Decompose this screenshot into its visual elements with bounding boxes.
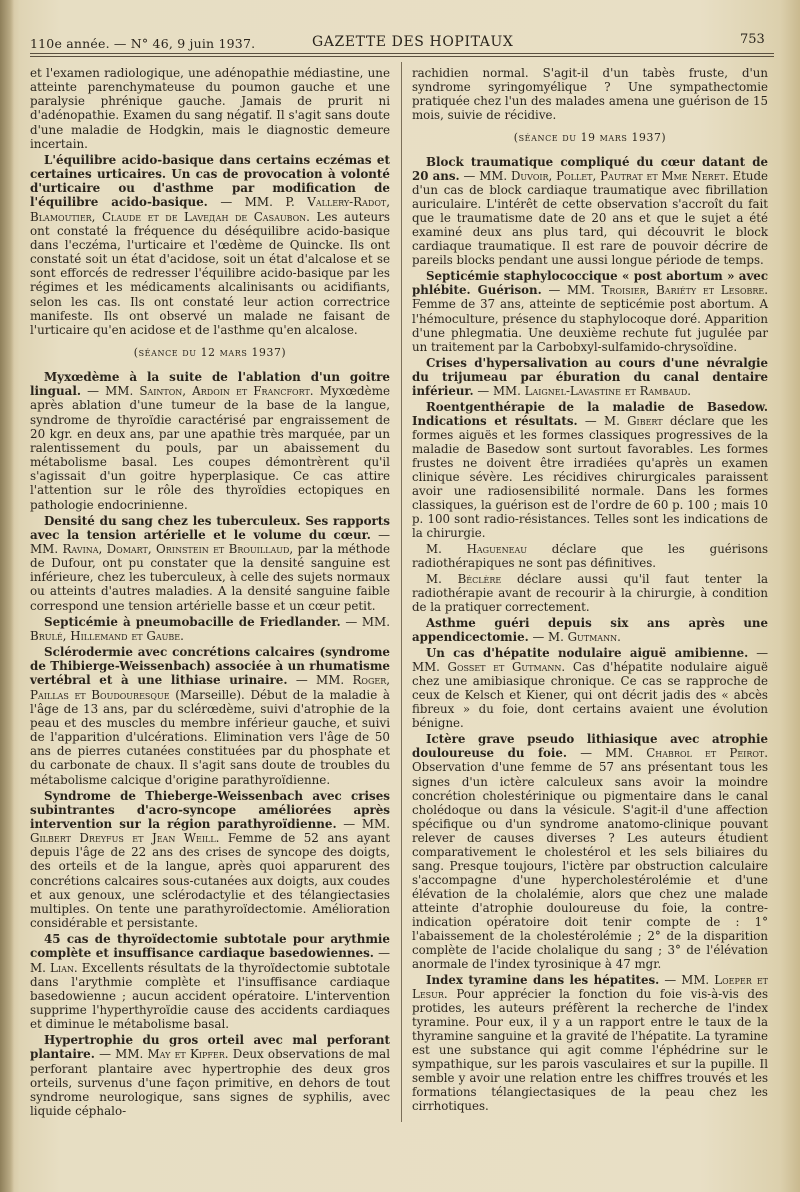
abstract-title: Crises d'hypersalivation au cours d'une névralgie du trijumeau par éburation du canal dentaire inférieur.: [412, 355, 768, 398]
paragraph: rachidien normal. S'agit-il d'un tabès fruste, d'un syndrome syringomyélique ? Une sympathectomie pratiquée chez l'un des malades amena une guérison de 15 mois, suivie de récidive.: [412, 66, 768, 123]
abstract: [412, 542, 768, 570]
abstract-authors: — MM. May et Kipfer.: [99, 1047, 229, 1062]
abstract: [30, 615, 390, 643]
abstract-authors: M. Hagueneau: [426, 542, 528, 556]
abstract: [30, 932, 390, 1031]
abstract-authors: — MM. Sainton, Ardoin et Francfort.: [87, 384, 314, 399]
journal-title: GAZETTE DES HOPITAUX: [312, 34, 514, 50]
abstract-title: Un cas d'hépatite nodulaire aiguë amibienne.: [426, 646, 749, 661]
abstract-text: déclare que les guérisons radiothérapiques ne sont pas définitives.: [412, 542, 768, 571]
right-column: [412, 66, 768, 1115]
issue-info: 110e année. — N° 46, 9 juin 1937.: [30, 36, 256, 51]
page-header: [0, 22, 800, 52]
abstract-authors: — MM. Gosset et Gutmann.: [412, 646, 768, 675]
abstract-title: 45 cas de thyroïdectomie subtotale pour arythmie complète et insuffisance cardiaque basedowiennes.: [30, 932, 390, 961]
abstract-text: Pour apprécier la fonction du foie vis-à-vis des protides, les auteurs préfèrent la recherche de l'index tyramine. Pour eux, il y a un rapport entre le taux de la thyramine sanguine et la gravité de l'hépatite. La tyramine est une substance qui agit comme l'éphédrine sur le sympathique, sur les parois vasculaires et sur la pupille. Il semble y avoir une relation entre les chiffres trouvés et les formations télangiectasiques de la peau chez les cirrhotiques.: [412, 986, 768, 1114]
abstract-authors: — MM. Ravina, Domart, Orinstein et Brouillaud,: [30, 527, 391, 556]
abstract-authors: — M. Gutmann.: [532, 630, 621, 645]
abstract: [30, 789, 390, 931]
abstract: [30, 645, 390, 787]
abstract-title: Ictère grave pseudo lithiasique avec atrophie douloureuse du foie.: [412, 732, 768, 761]
abstract-authors: — MM. P. Vallery-Radot, Blamoutier, Claude et de Laveдан de Casaubon.: [30, 195, 391, 224]
abstract: [30, 514, 390, 613]
paragraph: et l'examen radiologique, une adénopathie médiastine, une atteinte parenchymateuse du poumon gauche et une paralysie phrénique gauche. Jamais de prurit ni d'adénopathie. Examen du sang négatif. Il s'agit sans doute d'une maladie de Hodgkin, mais le diagnostic demeure incertain.: [30, 66, 390, 151]
abstract-title: Septicémie staphylococcique « post abortum » avec phlébite. Guérison.: [412, 269, 768, 298]
abstract-text: Les auteurs ont constaté la fréquence du déséquilibre acido-basique dans l'eczéma, l'urticaire et l'œdème de Quincke. Ils ont constaté soit un état d'acidose, soit un état d'alcalose et se sont efforcés de redresser l'équilibre acido-basique par les régimes et les médicaments alcalinisants ou acidifiants, selon les cas. Ils ont constaté leur action correctrice manifeste. Ils ont observé un malade ne faisant de l'urticaire qu'en acidose et de l'asthme qu'en alcalose.: [30, 209, 391, 337]
abstract: [412, 973, 768, 1113]
abstract: [412, 616, 768, 644]
abstract: [412, 646, 768, 730]
abstract-title: L'équilibre acido-basique dans certains eczémas et certaines urticaires. Un cas de provocation à volonté d'urticaire ou d'asthme par modification de l'équilibre acido-basique.: [30, 152, 390, 210]
abstract-title: Asthme guéri depuis six ans après une appendicectomie.: [412, 616, 768, 645]
abstract-text: Myxœdème après ablation d'une tumeur de la base de la langue, syndrome de thyroïdie caractérisé par engraissement de 20 kgr. en deux ans, par une apathie très marquée, par un ralentissement du pouls, par un abaissement du métabolisme basal. Les coupes démontrèrent qu'il s'agissait d'un goitre hyperplasique. Ce cas attire l'attention sur le rôle des thyroïdies ectopiques en pathologie endocrinienne.: [30, 384, 391, 512]
abstract-authors: — MM. Brulé, Hillemand et Gaube.: [30, 614, 390, 643]
abstract-text: Femme de 37 ans, atteinte de septicémie post abortum. A l'hémoculture, présence du staphylocoque doré. Apparition d'une phlegmatia. Une deuxième rechute fut jugulée par un traitement par la Carbobxyl-sulfamido-chrysoïdine.: [412, 297, 768, 354]
abstract-text: déclare aussi qu'il faut tenter la radiothérapie avant de recourir à la chirurgie, à condition de la pratiquer correctement.: [412, 572, 769, 615]
abstract-text: Excellents résultats de la thyroïdectomie subtotale dans l'arythmie complète et l'insuffisance cardiaque basedowienne ; aucun accident opératoire. L'intervention supprime l'hyperthyroïdie cause des accidents cardiaques et diminue le métabolisme basal.: [30, 960, 390, 1032]
abstract-title: Densité du sang chez les tuberculeux. Ses rapports avec la tension artérielle et le volume du cœur.: [30, 513, 390, 542]
abstract-text: (Marseille). Début de la maladie à l'âge de 13 ans, par du sclérœdème, suivi d'atrophie de la peau et des muscles du membre inférieur gauche, et suivi de l'apparition d'ulcérations. Elimination vers l'âge de 50 ans de pierres cutanées constituées par du phosphate et du carbonate de chaux. Il s'agit sans doute de troubles du métabolisme calcique d'origine parathyroïdienne.: [30, 687, 391, 787]
column-divider: [401, 62, 402, 1122]
abstract: [412, 356, 768, 398]
abstract: [412, 400, 768, 540]
abstract-text: Observation d'une femme de 57 ans présentant tous les signes d'un ictère calculeux sans avoir la moindre concrétion cholestérinique ou pigmentaire dans le canal cholédoque ou dans la vésicule. S'agit-il d'une affection spécifique ou d'un syndrome anatomo-clinique pouvant relever de causes diverses ? Les auteurs étudient comparativement le cholestérol et les sels biliaires du sang. Presque toujours, l'ictère par obstruction calculaire s'accompagne d'une hypercholestérolémie et d'une élévation de la cholalémie, alors que chez une malade atteinte d'atrophie douloureuse du foie, la contre-indication opératoire doit tenir compte de : 1° l'abaissement de la cholestérolémie ; 2° de la disparition complète de l'acide cholalique du sang ; 3° de l'élévation anormale de l'index tyrosinique à 47 mgr.: [412, 760, 768, 971]
left-column: [30, 66, 390, 1120]
abstract-title: Myxœdème à la suite de l'ablation d'un goitre lingual.: [30, 370, 390, 399]
abstract-text: Deux observations de mal perforant plantaire avec hypertrophie des deux gros orteils, survenus d'une façon primitive, en dehors de tout syndrome neurologique, sans signes de syphilis, avec liquide céphalo-: [30, 1047, 391, 1119]
page-number: 753: [740, 32, 765, 47]
abstract: [412, 572, 768, 614]
abstract-text: Cas d'hépatite nodulaire aiguë chez une amibiasique chronique. Ce cas se rapproche de ceux de Kelsch et Kiener, qui ont décrit jadis des « abcès fibreux » du foie, dont certains avaient une évolution bénigne.: [412, 660, 768, 731]
abstract-title: Index tyramine dans les hépatites.: [426, 972, 660, 987]
abstract: [30, 1033, 390, 1118]
abstract-title: Block traumatique compliqué du cœur datant de 20 ans.: [412, 155, 768, 184]
abstract: [30, 370, 390, 512]
header-rule: [30, 53, 774, 54]
abstract-authors: — MM. Chabrol et Peirot.: [580, 746, 768, 761]
abstract-title: Syndrome de Thieberge-Weissenbach avec crises subintrantes d'acro-syncope améliorées après intervention sur la région parathyroïdienne.: [30, 788, 390, 831]
abstract-authors: — M. Lian.: [30, 946, 390, 975]
abstract-authors: — MM. Laignel-Lavastine et Rambaud.: [477, 383, 692, 398]
abstract-authors: — M. Gibert: [584, 413, 663, 428]
session-heading: (séance du 12 mars 1937): [133, 345, 287, 359]
binding-edge: [0, 0, 14, 1192]
abstract-text: Femme de 52 ans ayant depuis l'âge de 22 ans des crises de syncope des doigts, des orteils et de la langue, après quoi apparurent des concrétions calcaires sous-cutanées aux doigts, aux coudes et aux genoux, une sclérodactylie et des télangiectasies multiples. On tente une parathyroïdectomie. Amélioration considérable et persistante.: [30, 831, 390, 931]
session-heading: (séance du 19 mars 1937): [513, 131, 667, 145]
abstract-title: Roentgenthérapie de la maladie de Basedow. Indications et résultats.: [412, 399, 768, 428]
abstract-text: par la méthode de Dufour, ont pu constater que la densité sanguine est inférieure, chez les tuberculeux, à celle des sujets normaux ou atteints d'autres maladies. A la densité sanguine faible correspond une tension artérielle basse et un cœur petit.: [30, 542, 390, 613]
abstract-text: Etude d'un cas de block cardiaque traumatique avec fibrillation auriculaire. L'intérêt de cette observation s'accroît du fait que le traumatisme date de 20 ans et que le sujet a été examiné deux ans plus tard, qui découvrit le block cardiaque traumatique. Il est rare de pouvoir décrire de pareils blocks pendant une aussi longue période de temps.: [412, 169, 769, 268]
abstract: [412, 155, 768, 267]
abstract-authors: — MM. Troisier, Bariéty et Lesobre.: [548, 283, 769, 298]
abstract: [30, 153, 390, 337]
abstract: [412, 269, 768, 353]
abstract: [412, 732, 768, 971]
abstract-text: déclare que les formes aiguës et les formes classiques progressives de la maladie de Basedow sont surtout favorables. Les formes frustes ne doivent être irradiées qu'après un examen clinique sévère. Les récidives chirurgicales paraissent avoir une radiosensibilité normale. Dans les formes classiques, la guérison est de l'ordre de 60 p. 100 ; mais 10 p. 100 sont radio-résistances. Telles sont les indications de la chirurgie.: [412, 413, 769, 540]
abstract-title: Hypertrophie du gros orteil avec mal perforant plantaire.: [30, 1033, 390, 1062]
abstract-authors: M. Béclère: [426, 572, 502, 587]
header-rule-2: [30, 56, 774, 57]
abstract-authors: — MM. Loeper et Lesur.: [412, 972, 769, 1001]
abstract-title: Sclérodermie avec concrétions calcaires (syndrome de Thibierge-Weissenbach) associée à un rhumatisme vertébral et à une lithiase urinaire.: [30, 645, 390, 688]
abstract-title: Septicémie à pneumobacille de Friedlander.: [44, 614, 341, 629]
abstract-authors: — MM. Duvoir, Pollet, Pautrat et Mme Neret.: [463, 169, 729, 184]
abstract-authors: — MM. Gilbert Dreyfus et Jean Weill.: [30, 816, 391, 846]
abstract-authors: — MM. Roger, Paillas et Boudouresque: [30, 673, 390, 702]
